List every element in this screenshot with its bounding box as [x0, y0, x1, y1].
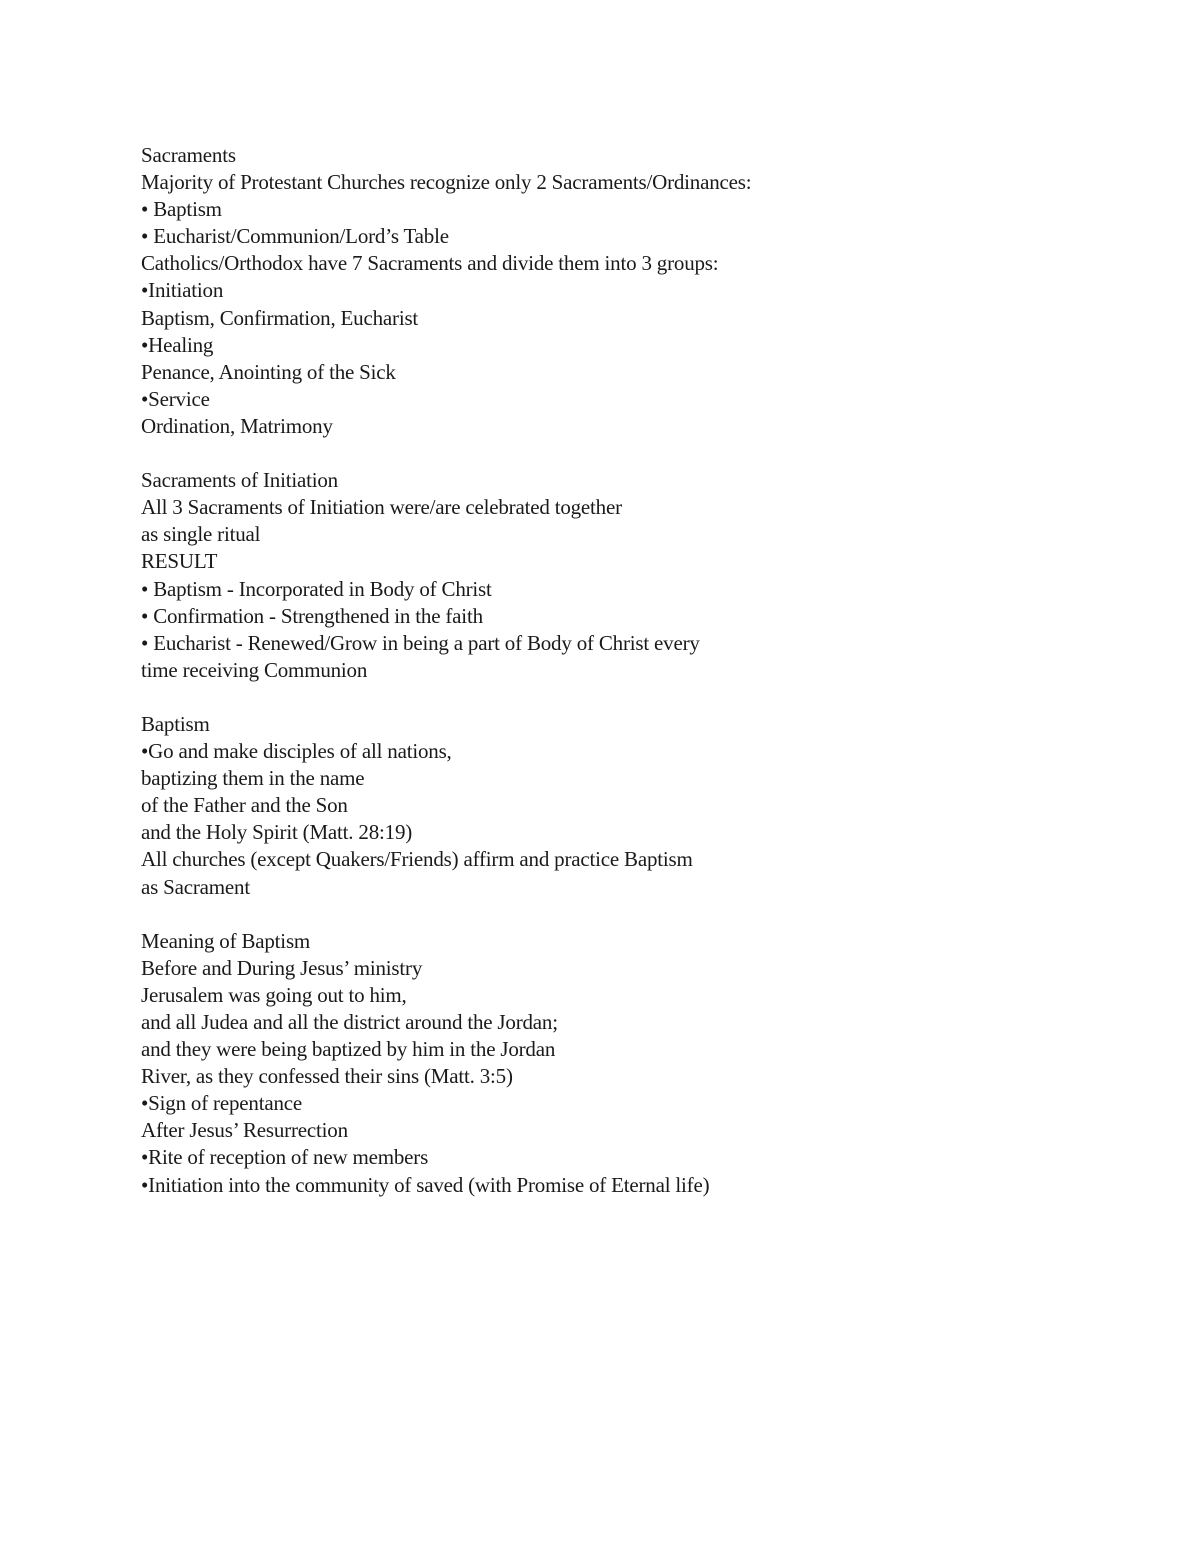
section-heading: Baptism: [141, 711, 210, 736]
text-line: and the Holy Spirit (Matt. 28:19): [141, 820, 413, 845]
text-line: Catholics/Orthodox have 7 Sacraments and divide them into 3 groups:: [141, 251, 719, 276]
bullet-item: •Go and make disciples of all nations,: [141, 739, 452, 764]
bullet-item: •Rite of reception of new members: [141, 1145, 429, 1170]
bullet-item: • Eucharist - Renewed/Grow in being a part of Body of Christ every: [141, 630, 700, 655]
bullet-item: • Baptism: [141, 197, 222, 222]
text-line: and all Judea and all the district around the Jordan;: [141, 1010, 558, 1034]
document-body: [141, 142, 1141, 1199]
bullet-item: •Initiation: [141, 278, 224, 303]
text-line: River, as they confessed their sins (Matt. 3:5): [141, 1064, 513, 1089]
text-line: After Jesus’ Resurrection: [141, 1118, 348, 1143]
bullet-item: • Confirmation - Strengthened in the faith: [141, 603, 483, 628]
bullet-item: •Service: [141, 386, 210, 411]
section-baptism: [141, 711, 1141, 901]
paragraph-spacer: [141, 440, 1141, 467]
text-line: All churches (except Quakers/Friends) affirm and practice Baptism: [141, 847, 693, 872]
bullet-item: • Eucharist/Communion/Lord’s Table: [141, 224, 449, 249]
section-sacraments-of-initiation: [141, 467, 1141, 684]
text-line: Penance, Anointing of the Sick: [141, 359, 396, 384]
section-heading: Sacraments of Initiation: [141, 468, 338, 493]
bullet-item: •Healing: [141, 332, 214, 357]
section-heading: Meaning of Baptism: [141, 928, 311, 953]
text-line: Jerusalem was going out to him,: [141, 982, 407, 1007]
text-line: Ordination, Matrimony: [141, 413, 333, 438]
text-line: and they were being baptized by him in the Jordan: [141, 1037, 556, 1062]
bullet-item: •Initiation into the community of saved (with Promise of Eternal life): [141, 1172, 710, 1197]
text-line: All 3 Sacraments of Initiation were/are celebrated together: [141, 495, 622, 520]
paragraph-spacer: [141, 901, 1141, 928]
text-line: Majority of Protestant Churches recognize only 2 Sacraments/Ordinances:: [141, 170, 752, 195]
section-sacraments: [141, 142, 1141, 440]
text-line: time receiving Communion: [141, 657, 368, 682]
text-line: RESULT: [141, 549, 218, 574]
text-line: as Sacrament: [141, 874, 250, 899]
text-line: baptizing them in the name: [141, 766, 365, 791]
bullet-item: • Baptism - Incorporated in Body of Christ: [141, 576, 492, 601]
text-line: of the Father and the Son: [141, 793, 348, 818]
paragraph-spacer: [141, 684, 1141, 711]
bullet-item: •Sign of repentance: [141, 1091, 302, 1116]
section-meaning-of-baptism: [141, 928, 1141, 1199]
text-line: Before and During Jesus’ ministry: [141, 955, 423, 980]
section-heading: Sacraments: [141, 143, 236, 167]
text-line: Baptism, Confirmation, Eucharist: [141, 305, 419, 330]
text-line: as single ritual: [141, 522, 261, 547]
